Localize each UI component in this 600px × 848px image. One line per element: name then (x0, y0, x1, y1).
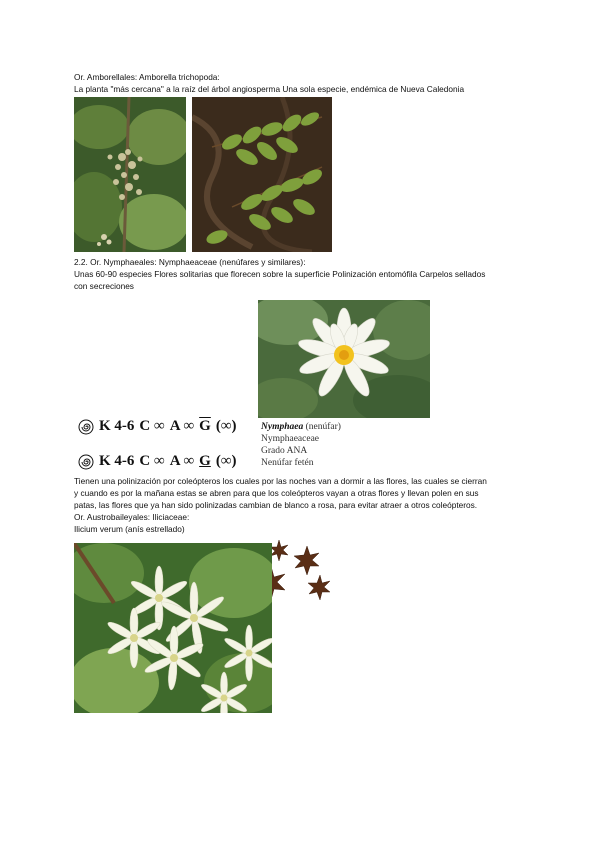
formula-2-gynoecium: G (199, 453, 211, 469)
austrobaileyales-heading: Or. Austrobaileyales: Iliciaceae: (74, 512, 190, 522)
caption-genus: Nymphaea (261, 422, 304, 432)
formula-2-carpels: (∞) (215, 453, 237, 469)
nymphaeales-heading: 2.2. Or. Nymphaeales: Nymphaeaceae (nenúfares y similares): (74, 257, 306, 267)
formula-2-androecium: A ∞ (169, 453, 195, 469)
caption-family: Nymphaeaceae (261, 434, 320, 444)
amborella-flowers-photo (74, 97, 186, 252)
formula-2-corolla: C ∞ (139, 453, 165, 469)
water-lily-photo (258, 300, 430, 418)
amborella-description: La planta "más cercana" a la raíz del árbol angiosperma Una sola especie, endémica de Nueva Caledonia (74, 84, 465, 94)
caption-note: Nenúfar fetén (261, 458, 314, 468)
pollination-line1: Tienen una polinización por coleópteros los cuales por las noches van a dormir a las flores, las cuales se cierran (74, 476, 487, 486)
formula-1-calyx: K 4-6 (99, 418, 135, 434)
formula-1-carpels: (∞) (215, 418, 237, 434)
floral-formula-2 (78, 453, 237, 470)
pollination-line3: patas, las flores que ya han sido polinizadas cambian de blanco a rosa, para evitar atraer a otros coleópteros. (74, 500, 478, 510)
pollination-line2: y cuando es por la mañana estas se abren para que los coleópteros vayan a otras flores y llevan polen en sus (74, 488, 479, 498)
nymphaeales-description-line2: con secreciones (74, 281, 134, 291)
nymphaeales-description-line1: Unas 60-90 especies Flores solitarias que florecen sobre la superficie Polinización entomófila Carpelos sellados (74, 269, 486, 279)
spiral-icon (78, 454, 94, 470)
nymphaea-caption (261, 421, 341, 469)
formula-1-corolla: C ∞ (139, 418, 165, 434)
amborella-heading: Or. Amborellales: Amborella trichopoda: (74, 72, 220, 82)
amborella-leaves-photo (192, 97, 332, 252)
illicium-description: Ilicium verum (anís estrellado) (74, 524, 185, 534)
formula-1-androecium: A ∞ (169, 418, 195, 434)
floral-formula-1 (78, 418, 237, 435)
spiral-icon (78, 419, 94, 435)
caption-grade: Grado ANA (261, 446, 308, 456)
caption-common-name: (nenúfar) (305, 422, 341, 432)
illicium-flowers-photo (74, 543, 272, 713)
formula-1-gynoecium: $\overline{G}$ (199, 418, 211, 434)
formula-2-calyx: K 4-6 (99, 453, 135, 469)
